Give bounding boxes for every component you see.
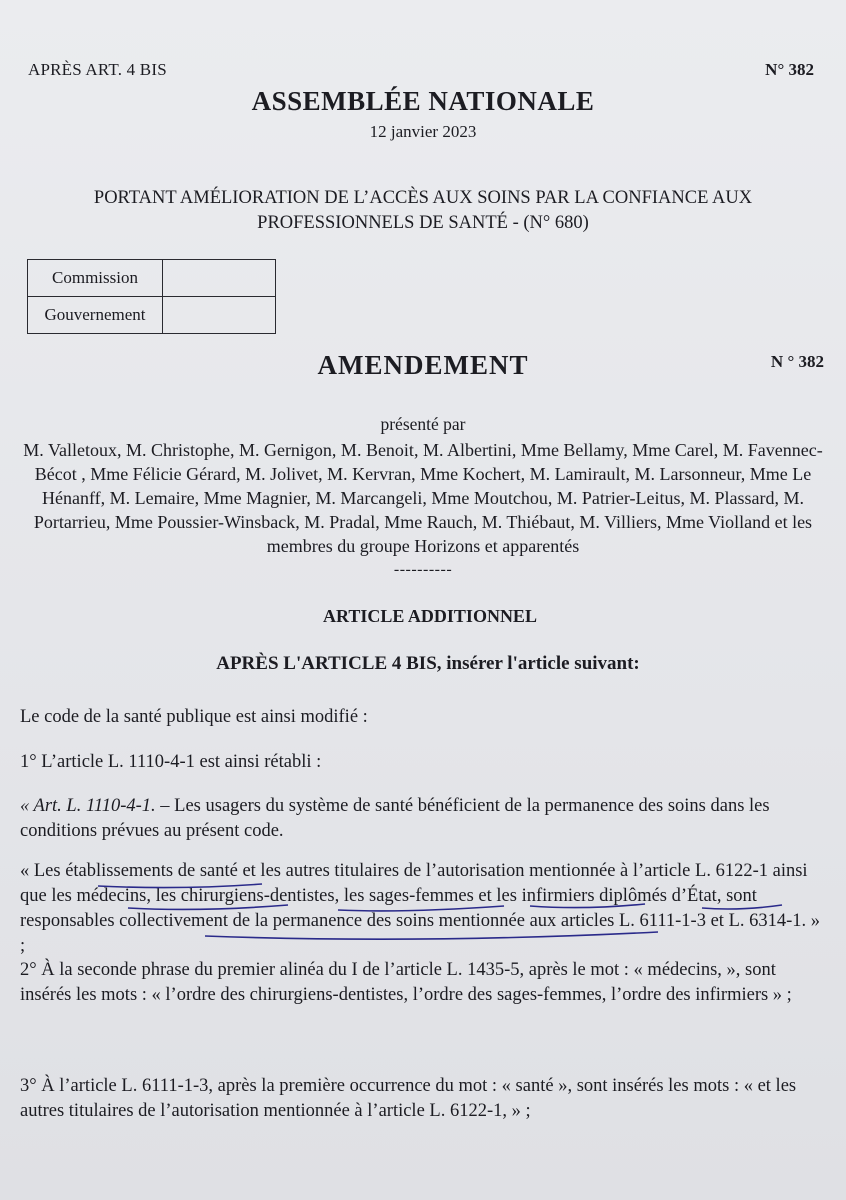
insertion-instruction: APRÈS L'ARTICLE 4 BIS, insérer l'article suivant: xyxy=(216,653,640,674)
responsibility-paragraph: « Les établissements de santé et les autres titulaires de l’autorisation mentionnée à l’article L. 6122-1 ainsi que les médecins, les chirurgiens-dentistes, les sages-femmes et les infirmiers diplômés d’État, sont responsables collectivement de la permanence des soins mentionnée aux articles L. 6111-1-3 et L. 6314-1. » ; xyxy=(20,861,821,956)
commission-label: Commission xyxy=(28,260,163,297)
amendment-title: AMENDEMENT xyxy=(317,350,529,380)
article-text xyxy=(20,794,828,844)
government-label: Gouvernement xyxy=(28,297,163,334)
article-body: – Les usagers du système de santé bénéficient de la permanence des soins dans les conditions prévues au présent code. xyxy=(20,796,770,841)
amendment-number-header: N° 382 xyxy=(765,60,814,79)
government-value xyxy=(163,297,276,334)
separator: ---------- xyxy=(393,561,453,578)
document-date: 12 janvier 2023 xyxy=(369,122,477,141)
table-row xyxy=(28,260,276,297)
table-row xyxy=(28,297,276,334)
item-2: 2° À la seconde phrase du premier alinéa du I de l’article L. 1435-5, après le mot : « médecins, », sont insérés les mots : « l’ordre des chirurgiens-dentistes, l’ordre des sages-femmes, l’ordre des infirmiers » ; xyxy=(20,960,792,1005)
article-heading: ARTICLE ADDITIONNEL xyxy=(323,606,537,626)
article-position: APRÈS ART. 4 BIS xyxy=(28,60,167,79)
authors-list: M. Valletoux, M. Christophe, M. Gernigon, M. Benoit, M. Albertini, Mme Bellamy, Mme Carel, M. Favennec-Bécot , Mme Félicie Gérard, M. Jolivet, M. Kervran, Mme Kochert, M. Lamirault, M. Larsonneur, Mme Le Hénanff, M. Lemaire, Mme Magnier, M. Marcangeli, Mme Moutchou, M. Patrier-Leitus, M. Plassard, M. Portarrieu, Mme Poussier-Winsback, M. Pradal, Mme Rauch, M. Thiébaut, M. Villiers, Mme Violland et les membres du groupe Horizons et apparentés xyxy=(23,440,823,556)
item-1: 1° L’article L. 1110-4-1 est ainsi rétabli : xyxy=(20,752,322,772)
bill-title: PORTANT AMÉLIORATION DE L’ACCÈS AUX SOINS PAR LA CONFIANCE AUX PROFESSIONNELS DE SANTÉ - (N° 680) xyxy=(93,188,753,233)
presented-by: présenté par xyxy=(380,414,466,434)
item-3: 3° À l’article L. 6111-1-3, après la première occurrence du mot : « santé », sont insérés les mots : « et les autres titulaires de l’autorisation mentionnée à l’article L. 6122-1, » ; xyxy=(20,1076,797,1121)
article-reference: « Art. L. 1110-4-1. xyxy=(20,796,156,816)
opinion-table xyxy=(27,259,276,334)
intro-paragraph: Le code de la santé publique est ainsi modifié : xyxy=(20,707,368,727)
commission-value xyxy=(163,260,276,297)
institution-title: ASSEMBLÉE NATIONALE xyxy=(251,86,595,116)
amendment-number: N ° 382 xyxy=(770,352,824,371)
